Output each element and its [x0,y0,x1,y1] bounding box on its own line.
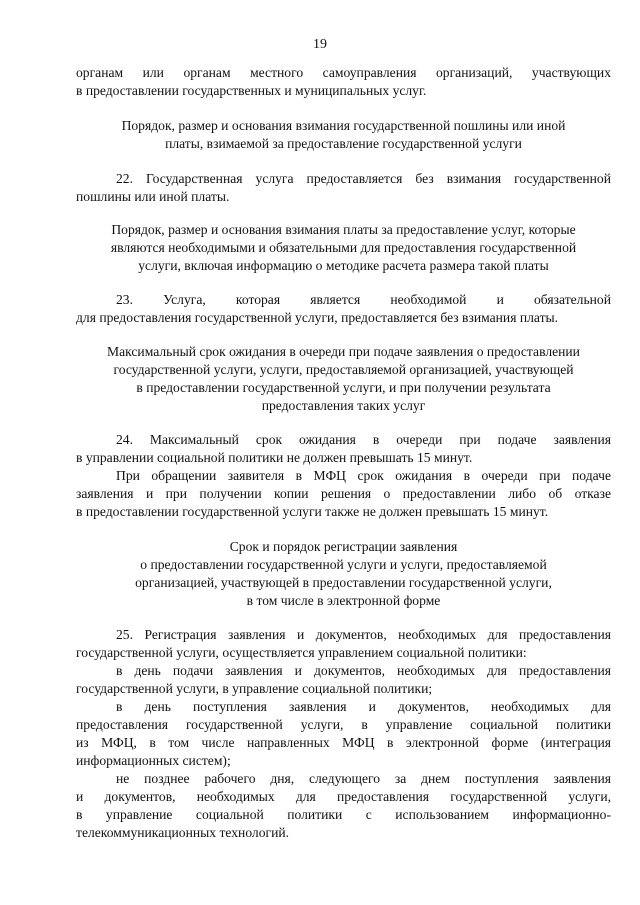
heading-line: Порядок, размер и основания взимания платы за предоставление услуг, которые [111,222,576,237]
text-line: 25. Регистрация заявления и документов, необходимых для предоставления [116,627,611,642]
text-line: не позднее рабочего дня, следующего за днем поступления заявления [116,771,611,786]
text-line: из МФЦ, в том числе направленных МФЦ в электронной форме (интеграция [76,735,611,750]
heading-line: Срок и порядок регистрации заявления [229,539,458,554]
heading-line: услуги, включая информацию о методике расчета размера такой платы [138,258,549,273]
text-line: телекоммуникационных технологий. [76,825,290,840]
text-line: предоставления государственной услуги, в управление социальной политики [76,717,611,732]
text-line: в управлении социальной политики не должен превышать 15 минут. [76,450,473,465]
text-line: заявления и при получении копии решения о предоставлении либо об отказе [76,486,611,501]
heading-line: Порядок, размер и основания взимания государственной пошлины или иной [121,118,566,133]
text-line: пошлины или иной платы. [76,189,230,204]
page-number: 19 [313,37,327,52]
text-line: 22. Государственная услуга предоставляется без взимания государственной [116,171,611,186]
text-line: в день подачи заявления и документов, необходимых для предоставления [116,663,611,678]
heading-line: в предоставлении государственной услуги, и при получении результата [136,380,551,395]
heading-line: платы, взимаемой за предоставление государственной услуги [165,136,522,151]
text-line: информационных систем); [76,753,231,768]
text-line: для предоставления государственной услуги, предоставляется без взимания платы. [76,310,559,325]
heading-line: в том числе в электронной форме [246,593,441,608]
text-line: При обращении заявителя в МФЦ срок ожидания в очереди при подаче [116,468,611,483]
text-line: государственной услуги, осуществляется управлением социальной политики: [76,645,527,660]
heading-line: о предоставлении государственной услуги и услуги, предоставляемой [140,557,547,572]
text-line: в день поступления заявления и документов, необходимых для [116,699,611,714]
text-line: 24. Максимальный срок ожидания в очереди при подаче заявления [116,432,611,447]
heading-line: организацией, участвующей в предоставлении государственной услуги, [135,575,552,590]
heading-line: являются необходимыми и обязательными для предоставления государственной [110,240,577,255]
text-line: в предоставлении государственных и муниципальных услуг. [76,83,427,98]
text-line: и документов, необходимых для предоставления государственной услуги, [76,789,611,804]
heading-line: государственной услуги, услуги, предоставляемой организацией, участвующей [113,362,574,377]
heading-line: Максимальный срок ожидания в очереди при подаче заявления о предоставлении [107,344,580,359]
heading-line: предоставления таких услуг [261,398,426,413]
text-line: в предоставлении государственной услуги также не должен превышать 15 минут. [76,504,549,519]
text-line: органам или органам местного самоуправления организаций, участвующих [76,65,611,80]
text-line: государственной услуги, в управление социальной политики; [76,681,433,696]
text-line: в управление социальной политики с использованием информационно- [76,807,611,822]
text-line: 23. Услуга, которая является необходимой и обязательной [116,292,611,307]
